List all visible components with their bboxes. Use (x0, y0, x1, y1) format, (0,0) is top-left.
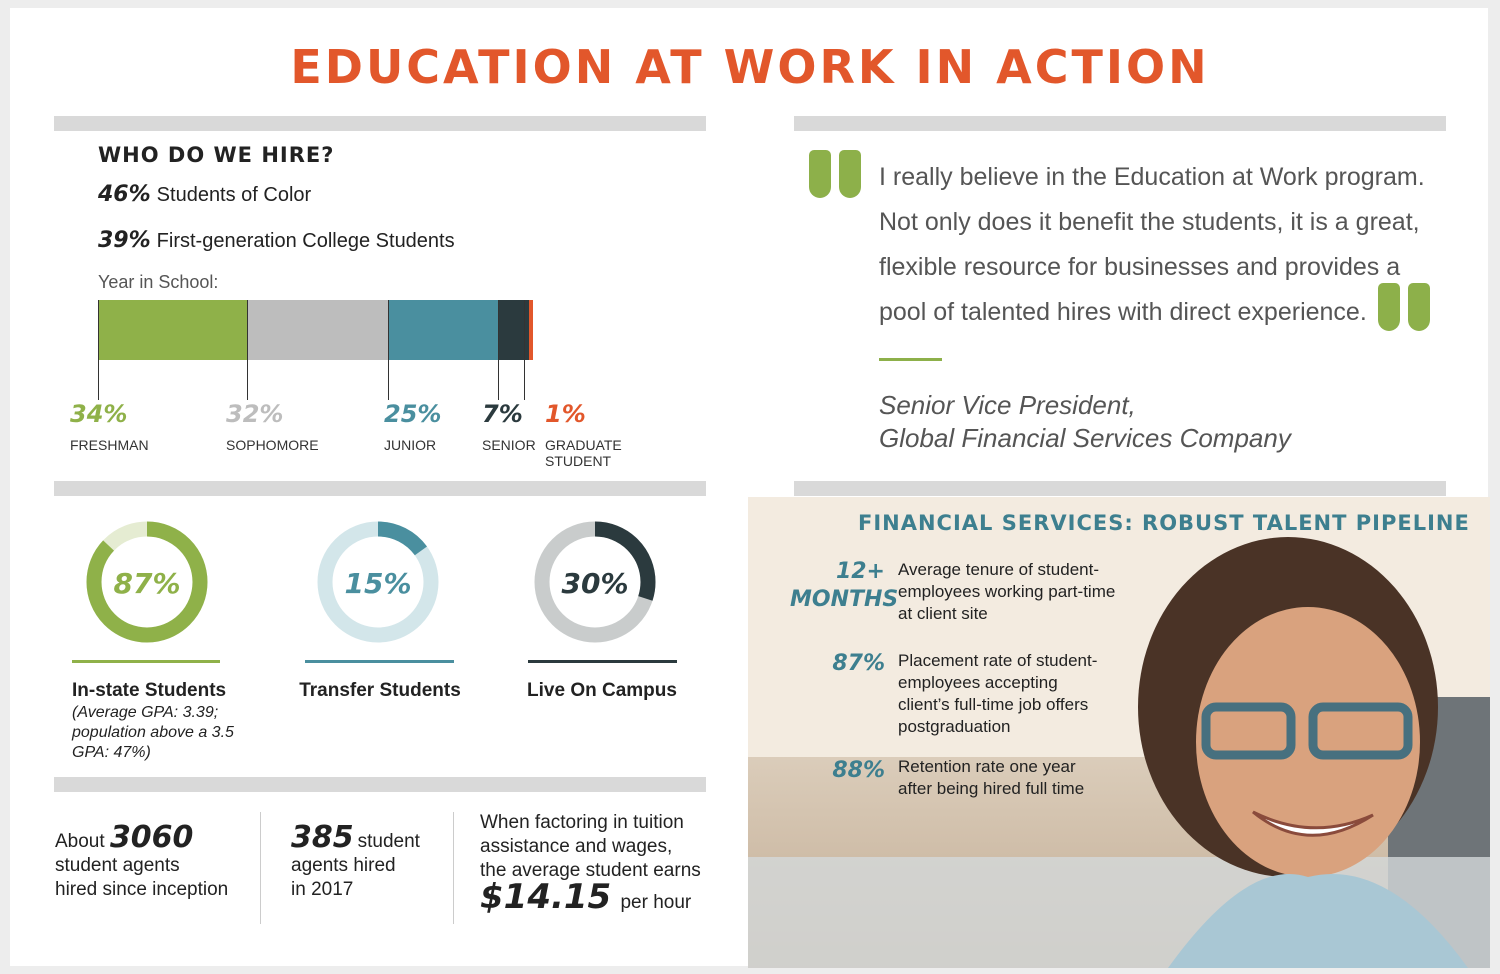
bar-value-label: 7% (482, 400, 523, 428)
bar-segment-sophomore (247, 300, 388, 360)
quote-text: I really believe in the Education at Work program. Not only does it benefit the students, it is a great, flexible resource for businesses and provides a pool of talented hires with direct experience. (879, 163, 1425, 326)
financial-text-line: Average tenure of student- (898, 560, 1099, 579)
section-divider (54, 116, 706, 131)
agents-number: 3060 (109, 820, 194, 855)
stat-color (98, 182, 311, 207)
hired-line: agents hired (291, 855, 396, 876)
financial-number-bottom: MONTHS (790, 587, 899, 612)
earn-amount: $14.15 (480, 877, 612, 917)
stat-agents-total (55, 820, 229, 902)
bar-tick (524, 300, 525, 400)
financial-number: 88% (832, 758, 885, 783)
ring-underline (305, 660, 454, 663)
stacked-bar (98, 300, 533, 360)
ring-label-transfer: Transfer Students (299, 680, 461, 701)
section-divider (794, 481, 1446, 496)
close-quote-icon (1378, 283, 1400, 331)
bar-value-label: 25% (384, 400, 442, 428)
earn-line: the average student earns (480, 860, 701, 881)
bar-value-label: 34% (70, 400, 128, 428)
ring-value: 15% (344, 567, 412, 600)
who-heading: WHO DO WE HIRE? (98, 143, 335, 167)
ring-chart-in-state (85, 520, 209, 644)
bar-tick (247, 300, 248, 400)
hired-number: 385 (291, 820, 354, 855)
ring-note: (Average GPA: 3.39; population above a 3.5 GPA: 47%) (72, 704, 234, 761)
quote-accent-line (879, 358, 942, 361)
hired-word: student (357, 831, 420, 852)
earn-line: When factoring in tuition (480, 812, 684, 833)
bar-tick (98, 300, 99, 400)
bar-tick (388, 300, 389, 400)
bar-segment-graduate-student (529, 300, 533, 360)
earn-line: assistance and wages, (480, 836, 673, 857)
stat-first-gen (98, 228, 455, 253)
financial-number (790, 558, 899, 614)
year-in-school-chart (70, 300, 622, 469)
year-in-school-label: Year in School: (98, 272, 219, 292)
ring-value: 87% (113, 567, 181, 600)
financial-text-line: after being hired full time (898, 779, 1085, 798)
stat-value: 46% (98, 182, 151, 207)
agents-line: hired since inception (55, 879, 229, 900)
section-divider (794, 116, 1446, 131)
close-quote-icon (1408, 283, 1430, 331)
financial-text-line: employees working part-time (898, 582, 1116, 601)
bar-segment-junior (388, 300, 498, 360)
bar-category-label: SOPHOMORE (226, 437, 319, 453)
ring-chart-campus (533, 520, 657, 644)
attribution-title: Senior Vice President, (879, 390, 1136, 420)
stat-label: First-generation College Students (156, 230, 455, 252)
financial-text (898, 650, 1097, 738)
stat-earnings (480, 811, 701, 915)
agents-line: student agents (55, 855, 180, 876)
financial-text-line: at client site (898, 604, 988, 623)
ring-value: 30% (561, 567, 629, 600)
open-quote-icon (809, 150, 831, 198)
financial-text-line: employees accepting (898, 673, 1058, 692)
bar-category-label: JUNIOR (384, 437, 437, 453)
ring-underline (72, 660, 220, 663)
bar-value-label: 32% (226, 400, 284, 428)
column-divider (260, 812, 261, 924)
stat-label: Students of Color (156, 184, 312, 206)
financial-text (898, 559, 1115, 625)
quote-attribution (879, 389, 1291, 455)
stat-value: 39% (98, 228, 151, 253)
financial-text-line: client’s full-time job offers (898, 695, 1089, 714)
section-divider (54, 777, 706, 792)
ring-chart-transfer (316, 520, 440, 644)
agents-prefix: About (55, 831, 105, 852)
ring-label-campus: Live On Campus (527, 680, 677, 701)
bar-value-label: 1% (545, 400, 586, 428)
financial-number-top: 12+ (835, 559, 885, 584)
ring-label-in-state: In-state Students (72, 680, 227, 701)
financial-text-line: Retention rate one year (898, 757, 1076, 776)
financial-text-line: Placement rate of student- (898, 651, 1098, 670)
hired-line: in 2017 (291, 879, 354, 900)
financial-number: 87% (832, 651, 885, 676)
financial-text (898, 756, 1084, 800)
bar-category-label: SENIOR (482, 437, 536, 453)
financial-text-line: postgraduation (898, 717, 1011, 736)
earn-unit: per hour (620, 892, 692, 913)
page-title: EDUCATION AT WORK IN ACTION (290, 40, 1210, 94)
stat-agents-2017 (291, 820, 420, 902)
bar-category-label: FRESHMAN (70, 437, 149, 453)
open-quote-icon (839, 150, 861, 198)
bar-segment-freshman (98, 300, 247, 360)
bar-category-label: GRADUATE STUDENT (545, 437, 622, 469)
financial-heading: FINANCIAL SERVICES: ROBUST TALENT PIPELINE (858, 511, 1470, 535)
bar-tick (498, 300, 499, 400)
attribution-company: Global Financial Services Company (879, 423, 1291, 453)
column-divider (453, 812, 454, 924)
ring-underline (528, 660, 677, 663)
section-divider (54, 481, 706, 496)
